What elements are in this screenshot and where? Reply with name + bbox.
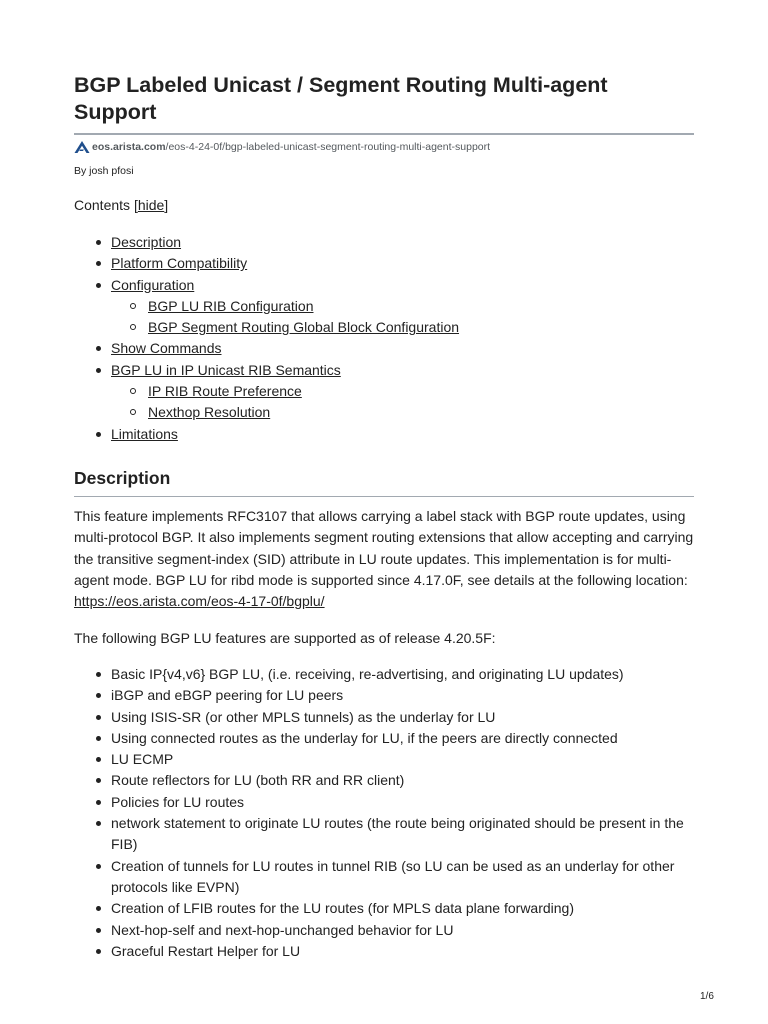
bgplu-link[interactable]: https://eos.arista.com/eos-4-17-0f/bgplu/ bbox=[74, 593, 325, 610]
list-item: Using ISIS-SR (or other MPLS tunnels) as the underlay for LU bbox=[94, 707, 694, 728]
toc-subitem bbox=[94, 318, 459, 339]
list-item: Creation of tunnels for LU routes in tunnel RIB (so LU can be used as an underlay for other protocols like EVPN) bbox=[94, 856, 694, 899]
description-text: This feature implements RFC3107 that allows carrying a label stack with BGP route updates, using multi-protocol BGP. It also implements segment routing extensions that allow accepting and carrying the transitive segment-index (SID) attribute in LU route updates. This implementation is for multi-agent mode. BGP LU for ribd mode is supported since 4.17.0F, see details at the following location: bbox=[74, 508, 694, 588]
toc-open-bracket: [ bbox=[133, 197, 138, 213]
toc-item bbox=[94, 233, 459, 254]
toc-header bbox=[74, 197, 168, 213]
toc-link-bgp-lu-rib-configuration[interactable]: BGP LU RIB Configuration bbox=[148, 297, 314, 314]
list-item: Using connected routes as the underlay for LU, if the peers are directly connected bbox=[94, 728, 694, 749]
author-byline: By josh pfosi bbox=[74, 165, 134, 177]
toc-link-platform-compatibility[interactable]: Platform Compatibility bbox=[111, 255, 248, 272]
page-number: 1/6 bbox=[700, 991, 714, 1002]
toc-subitem bbox=[94, 382, 459, 403]
list-item: network statement to originate LU routes (the route being originated should be present in the FIB) bbox=[94, 813, 694, 856]
features-intro: The following BGP LU features are supported as of release 4.20.5F: bbox=[74, 630, 496, 646]
toc-link-configuration[interactable]: Configuration bbox=[111, 276, 195, 293]
title-divider bbox=[74, 133, 694, 135]
list-item: iBGP and eBGP peering for LU peers bbox=[94, 685, 694, 706]
list-item: Next-hop-self and next-hop-unchanged behavior for LU bbox=[94, 920, 694, 941]
toc-subitem bbox=[94, 403, 459, 424]
toc-close-bracket: ] bbox=[164, 197, 169, 213]
toc-link-bgp-lu-ip-unicast[interactable]: BGP LU in IP Unicast RIB Semantics bbox=[111, 361, 341, 378]
toc-item bbox=[94, 339, 459, 360]
feature-list bbox=[94, 664, 694, 962]
toc-hide-link[interactable]: hide bbox=[137, 197, 165, 213]
toc-item bbox=[94, 276, 459, 297]
arista-logo-icon bbox=[74, 141, 90, 153]
page-title: BGP Labeled Unicast / Segment Routing Multi-agent Support bbox=[74, 73, 608, 124]
list-item: LU ECMP bbox=[94, 749, 694, 770]
list-item: Basic IP{v4,v6} BGP LU, (i.e. receiving, re-advertising, and originating LU updates) bbox=[94, 664, 694, 685]
toc-link-srgb-configuration[interactable]: BGP Segment Routing Global Block Configuration bbox=[148, 319, 460, 336]
list-item: Route reflectors for LU (both RR and RR client) bbox=[94, 770, 694, 791]
list-item: Graceful Restart Helper for LU bbox=[94, 941, 694, 962]
list-item: Creation of LFIB routes for the LU routes (for MPLS data plane forwarding) bbox=[94, 898, 694, 919]
toc-item bbox=[94, 425, 459, 446]
list-item: Policies for LU routes bbox=[94, 792, 694, 813]
toc-label: Contents bbox=[74, 197, 131, 213]
toc-link-show-commands[interactable]: Show Commands bbox=[111, 340, 222, 357]
toc-link-ip-rib-route-preference[interactable]: IP RIB Route Preference bbox=[148, 383, 302, 400]
toc-link-limitations[interactable]: Limitations bbox=[111, 425, 178, 442]
toc-item bbox=[94, 254, 459, 275]
toc-link-description[interactable]: Description bbox=[111, 234, 182, 250]
source-path: /eos-4-24-0f/bgp-labeled-unicast-segment-routing-multi-agent-support bbox=[165, 141, 491, 153]
toc-link-nexthop-resolution[interactable]: Nexthop Resolution bbox=[148, 404, 271, 421]
toc-subitem bbox=[94, 297, 459, 318]
section-divider bbox=[74, 496, 694, 497]
source-domain: eos.arista.com bbox=[92, 141, 166, 153]
section-heading-description: Description bbox=[74, 468, 171, 488]
source-url[interactable] bbox=[74, 141, 490, 153]
description-paragraph bbox=[74, 506, 694, 612]
toc-item bbox=[94, 361, 459, 382]
table-of-contents bbox=[94, 233, 459, 446]
